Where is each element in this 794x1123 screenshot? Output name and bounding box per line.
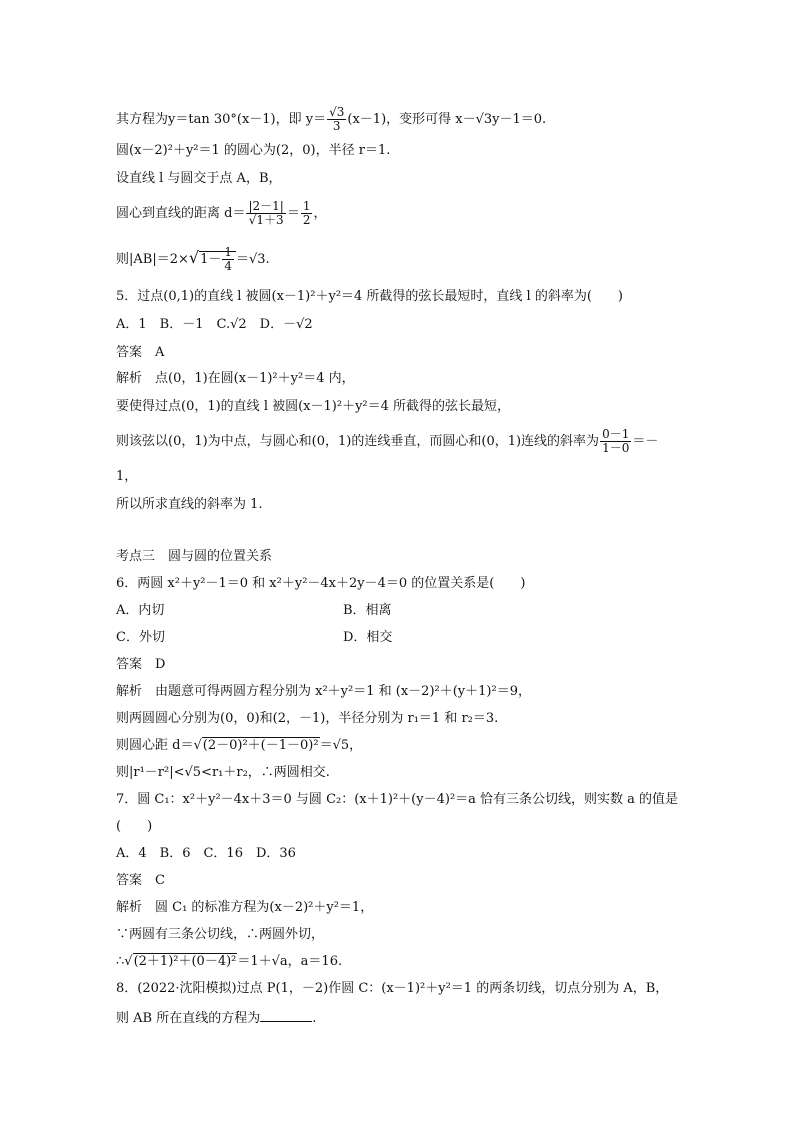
fraction-denominator: 3 xyxy=(332,119,341,133)
question-5-explanation-5: 所以所求直线的斜率为 1. xyxy=(116,497,263,512)
question-7-explanation-1: 解析 圆 C₁ 的标准方程为(x－2)²＋y²＝1， xyxy=(116,900,374,915)
question-6: 6．两圆 x²＋y²－1＝0 和 x²＋y²－4x＋2y－4＝0 的位置关系是( ) xyxy=(116,576,526,591)
fraction-numerator: |2－1| xyxy=(248,199,284,213)
question-7: 7．圆 C₁：x²＋y²－4x＋3＝0 与圆 C₂：(x＋1)²＋(y－4)²＝a 恰有三条公切线，则实数 a 的值是 xyxy=(116,792,679,807)
question-6-option-b: B．相离 xyxy=(343,603,392,618)
fraction xyxy=(600,428,631,455)
question-7-answer: 答案 C xyxy=(116,873,165,888)
question-7-explanation-3 xyxy=(116,953,342,971)
text: ＝1＋√a，a＝16. xyxy=(237,954,343,969)
question-5-answer: 答案 A xyxy=(116,345,165,360)
question-6-explanation-2: 则两圆圆心分别为(0，0)和(2，－1)，半径分别为 r₁＝1 和 r₂＝3. xyxy=(116,711,499,726)
question-6-option-c: C．外切 xyxy=(116,630,165,645)
question-5: 5．过点(0,1)的直线 l 被圆(x－1)²＋y²＝4 所截得的弦长最短时，直线 l 的斜率为( ) xyxy=(116,289,623,304)
question-5-explanation-1: 解析 点(0，1)在圆(x－1)²＋y²＝4 内， xyxy=(116,371,355,386)
chord-length-line xyxy=(116,246,270,273)
text: ＝－ xyxy=(632,434,659,449)
question-5-options: A．1 B．－1 C.√2 D．－√2 xyxy=(116,317,313,332)
fraction-numerator: 1 xyxy=(302,199,311,213)
fraction-numerator: 1 xyxy=(224,245,232,259)
text: y＝tan 30°(x－1)，即 y＝ xyxy=(168,112,327,127)
question-7-paren: ( ) xyxy=(116,819,153,834)
text: 其方程为 xyxy=(116,112,169,127)
distance-line xyxy=(116,200,327,227)
text: ∴ xyxy=(116,954,125,969)
question-6-explanation-1: 解析 由题意可得两圆方程分别为 x²＋y²＝1 和 (x－2)²＋(y＋1)²＝9， xyxy=(116,684,531,699)
text: ＝ xyxy=(286,206,300,221)
sqrt-sign: √ xyxy=(193,738,202,753)
fraction-denominator: 1－0 xyxy=(602,441,630,455)
sqrt-sign: √ xyxy=(188,248,200,267)
question-8-line-2 xyxy=(116,1009,316,1028)
question-5-explanation-2: 要使得过点(0，1)的直线 l 被圆(x－1)²＋y²＝4 所截得的弦长最短， xyxy=(116,399,511,414)
text: 则 AB 所在直线的方程为 xyxy=(116,1011,261,1026)
text: ＝√5， xyxy=(319,738,363,753)
section-heading: 考点三 圆与圆的位置关系 xyxy=(116,549,273,564)
text: 圆心到直线的距离 d＝ xyxy=(116,206,246,221)
text: 1－ xyxy=(200,252,222,267)
question-6-explanation-4: 则|r¹－r²|<√5<r₁＋r₂，∴两圆相交. xyxy=(116,765,330,780)
fraction xyxy=(222,246,234,273)
text: 则|AB|＝2× xyxy=(116,252,189,267)
text: . xyxy=(312,1011,317,1026)
question-7-options: A．4 B．6 C．16 D．36 xyxy=(116,846,296,861)
question-5-explanation-3 xyxy=(116,428,658,455)
question-6-explanation-3 xyxy=(116,737,362,755)
sqrt-content xyxy=(199,245,236,273)
fraction-numerator: √3 xyxy=(329,105,345,119)
equation-line-1 xyxy=(116,106,546,133)
sqrt-sign: √ xyxy=(124,954,133,969)
question-7-explanation-2: ∵两圆有三条公切线，∴两圆外切， xyxy=(116,927,325,942)
circle-line: 圆(x－2)²＋y²＝1 的圆心为(2，0)，半径 r＝1. xyxy=(116,143,391,158)
fraction-denominator: 2 xyxy=(302,213,311,227)
fraction-denominator: √1＋3 xyxy=(248,213,284,227)
question-8: 8．(2022·沈阳模拟)过点 P(1，－2)作圆 C：(x－1)²＋y²＝1 的两条切线，切点分别为 A，B， xyxy=(116,981,669,996)
intersection-line: 设直线 l 与圆交于点 A，B， xyxy=(116,171,282,186)
text: 则该弦以(0，1)为中点，与圆心和(0，1)的连线垂直，而圆心和(0，1)连线的斜率为 xyxy=(116,434,600,449)
question-6-option-a: A．内切 xyxy=(116,603,165,618)
fraction xyxy=(246,200,285,227)
sqrt-content: (2＋1)²＋(0－4)² xyxy=(133,954,237,969)
question-5-explanation-4: 1， xyxy=(116,469,138,484)
answer-blank[interactable] xyxy=(260,1009,312,1022)
text: (x－1)，变形可得 x－√3y－1＝0. xyxy=(347,112,547,127)
text: 则圆心距 d＝ xyxy=(116,738,194,753)
text: ， xyxy=(313,206,327,221)
fraction-numerator: 0－1 xyxy=(602,427,630,441)
sqrt-content: (2－0)²＋(－1－0)² xyxy=(202,738,319,753)
question-6-answer: 答案 D xyxy=(116,657,166,672)
text: ＝√3. xyxy=(236,252,270,267)
fraction xyxy=(301,200,313,227)
fraction-denominator: 4 xyxy=(224,259,232,273)
question-6-option-d: D．相交 xyxy=(343,630,393,645)
fraction xyxy=(327,106,346,133)
